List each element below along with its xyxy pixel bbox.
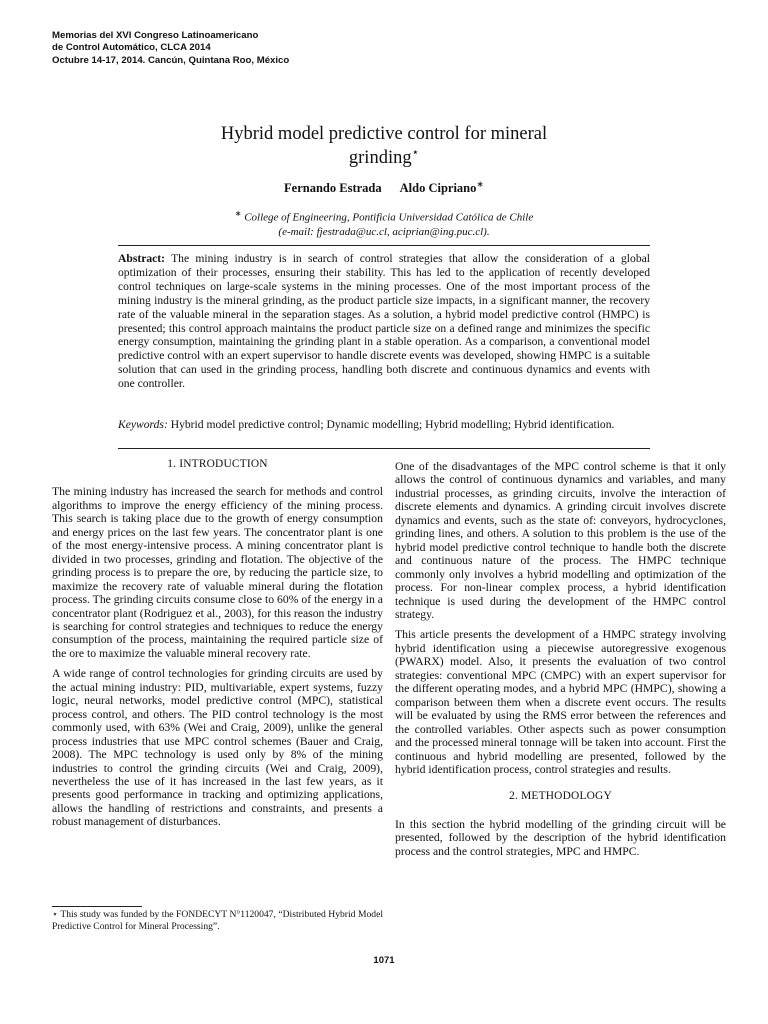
abstract (118, 252, 650, 391)
abstract-label: Abstract: (118, 252, 166, 265)
left-column (52, 458, 383, 836)
footnote-mark: ⋆ (52, 909, 59, 920)
title-line-2: grinding (348, 148, 412, 168)
methodology-paragraph-1: In this section the hybrid modelling of the grinding circuit will be presented, followed by the description of the hybrid identification process and the control strategies, MPC and HMPC. (395, 817, 726, 858)
right-column (395, 460, 726, 865)
author-affiliation-mark: ∗ (476, 179, 484, 189)
footnote-text: This study was funded by the FONDECYT N°1120047, “Distributed Hybrid Model Predictive Control for Mineral Processing”. (52, 909, 383, 932)
title-line-1: Hybrid model predictive control for mineral (220, 124, 548, 144)
footnote (52, 909, 383, 933)
abstract-top-rule (118, 245, 650, 246)
abstract-text: The mining industry is in search of control strategies that allow the consideration of a global optimization of their processes, ensuring their stability. This has led to the application of recently developed control techniques on large-scale systems in the mining processes. One of the most important process of the mining industry is the mineral grinding, as the product particle size impacts, in a significant manner, the recovery rate of the valuable mineral in the separation stages. As a solution, a hybrid model predictive control (HMPC) is presented; this control approach maintains the product particle size on a defined range and minimizes the specific energy consumption, maintaining the grinding plant in a stable operation. As a comparison, a conventional model predictive control with an expert supervisor to handle discrete events was developed, showing HMPC is a suitable solution that can used in the grinding process, handling both discrete and continuous dynamics and events with one controller. (118, 252, 650, 391)
author-list (120, 179, 648, 196)
introduction-heading: 1. INTRODUCTION (167, 458, 268, 470)
title-footnote-mark: ⋆ (411, 144, 420, 159)
intro-paragraph-2: A wide range of control technologies for grinding circuits are used by the actual mining industry: PID, multivariable, expert systems, fuzzy logic, neural networks, model predictive control (MPC), statistical process control, and others. The PID control technology is the most commonly used, with 63% (Wei and Craig, 2009), unlike the general process industries that use MPC control schemes (Bauer and Craig, 2008). The MPC technology is used only by 8% of the mining industries to control the grinding circuits (Wei and Craig, 2009), nevertheless the use of it has increased in the last few years, as it presents good performance in tracking and optimizing applications, allows the handling of restrictions and constraints, and presents a robust management of disturbances. (52, 667, 383, 829)
intro-paragraph-4: This article presents the development of a HMPC strategy involving hybrid identification using a piecewise autoregressive exogenous (PWARX) model. Also, it presents the evaluation of two control strategies: conventional MPC (CMPC) with an expert supervisor for the different operating modes, and a hybrid MPC (HMPC), showing a comparison between them when a discrete event occurs. The results will be evaluated by using the RMS error between the references and the controlled variables. Other aspects such as power consumption and the processed mineral tonnage will be taken into account. First the continuous and hybrid modelling are presented, followed by the hybrid identification process, control strategies and results. (395, 628, 726, 776)
intro-paragraph-3: One of the disadvantages of the MPC control scheme is that it only allows the control of continuous dynamics and variables, and many industrial processes, as grinding circuits, involve the interaction of discrete elements and dynamics. A grinding circuit involves discrete dynamics and events, such as the state of: conveyors, hydrocyclones, grinding lines, and others. A solution to this problem is the use of the hybrid model predictive control technique to handle both the discrete and continuous nature of the process. The HMPC technique commonly only involves a hybrid modelling and optimization of the process. For non-linear complex process, a hybrid identification technique is used during the development of the HMPC control strategy. (395, 460, 726, 621)
author-1: Fernando Estrada (284, 181, 382, 196)
page-number: 1071 (373, 955, 395, 966)
footnote-rule (52, 906, 142, 907)
paper-title (120, 122, 648, 170)
conference-line-2: de Control Automático, CLCA 2014 (52, 42, 211, 54)
affiliation-emails: (e-mail: fjestrada@uc.cl, aciprian@ing.puc.cl). (278, 225, 490, 238)
affiliation-line-1: College of Engineering, Pontificia Universidad Católica de Chile (244, 211, 534, 224)
conference-line-3: Octubre 14-17, 2014. Cancún, Quintana Roo, México (52, 54, 290, 66)
affiliation-mark: ∗ (234, 209, 242, 218)
keywords-bottom-rule (118, 448, 650, 449)
author-2: Aldo Cipriano (399, 181, 477, 196)
methodology-heading: 2. METHODOLOGY (509, 790, 612, 803)
keywords-label: Keywords: (118, 418, 168, 431)
affiliation (120, 207, 648, 239)
intro-paragraph-1: The mining industry has increased the search for methods and control algorithms to improve the energy efficiency of the mining process. This search is taking place due to the growth of energy consumption and energy prices on the last few years. The concentrator plant is one of the most energy-intensive process. A mining concentrator plant is divided in two processes, grinding and flotation. The objective of the grinding process is to prepare the ore, by reducing the particle size, to maximize the recovery rate of valuable mineral during the flotation process. The grinding circuits consume close to 60% of the energy in a concentrator plant (Rodriguez et al., 2003), for this reason the industry is searching for control strategies and techniques to reduce the energy consumption of the process, maintaining the required particle size of the ore to maximize the valuable mineral recovery rate. (52, 485, 383, 660)
keywords-text: Hybrid model predictive control; Dynamic modelling; Hybrid modelling; Hybrid identification. (170, 418, 615, 431)
conference-line-1: Memorias del XVI Congreso Latinoamericano (52, 30, 259, 41)
keywords (118, 418, 650, 432)
conference-header (52, 30, 289, 67)
